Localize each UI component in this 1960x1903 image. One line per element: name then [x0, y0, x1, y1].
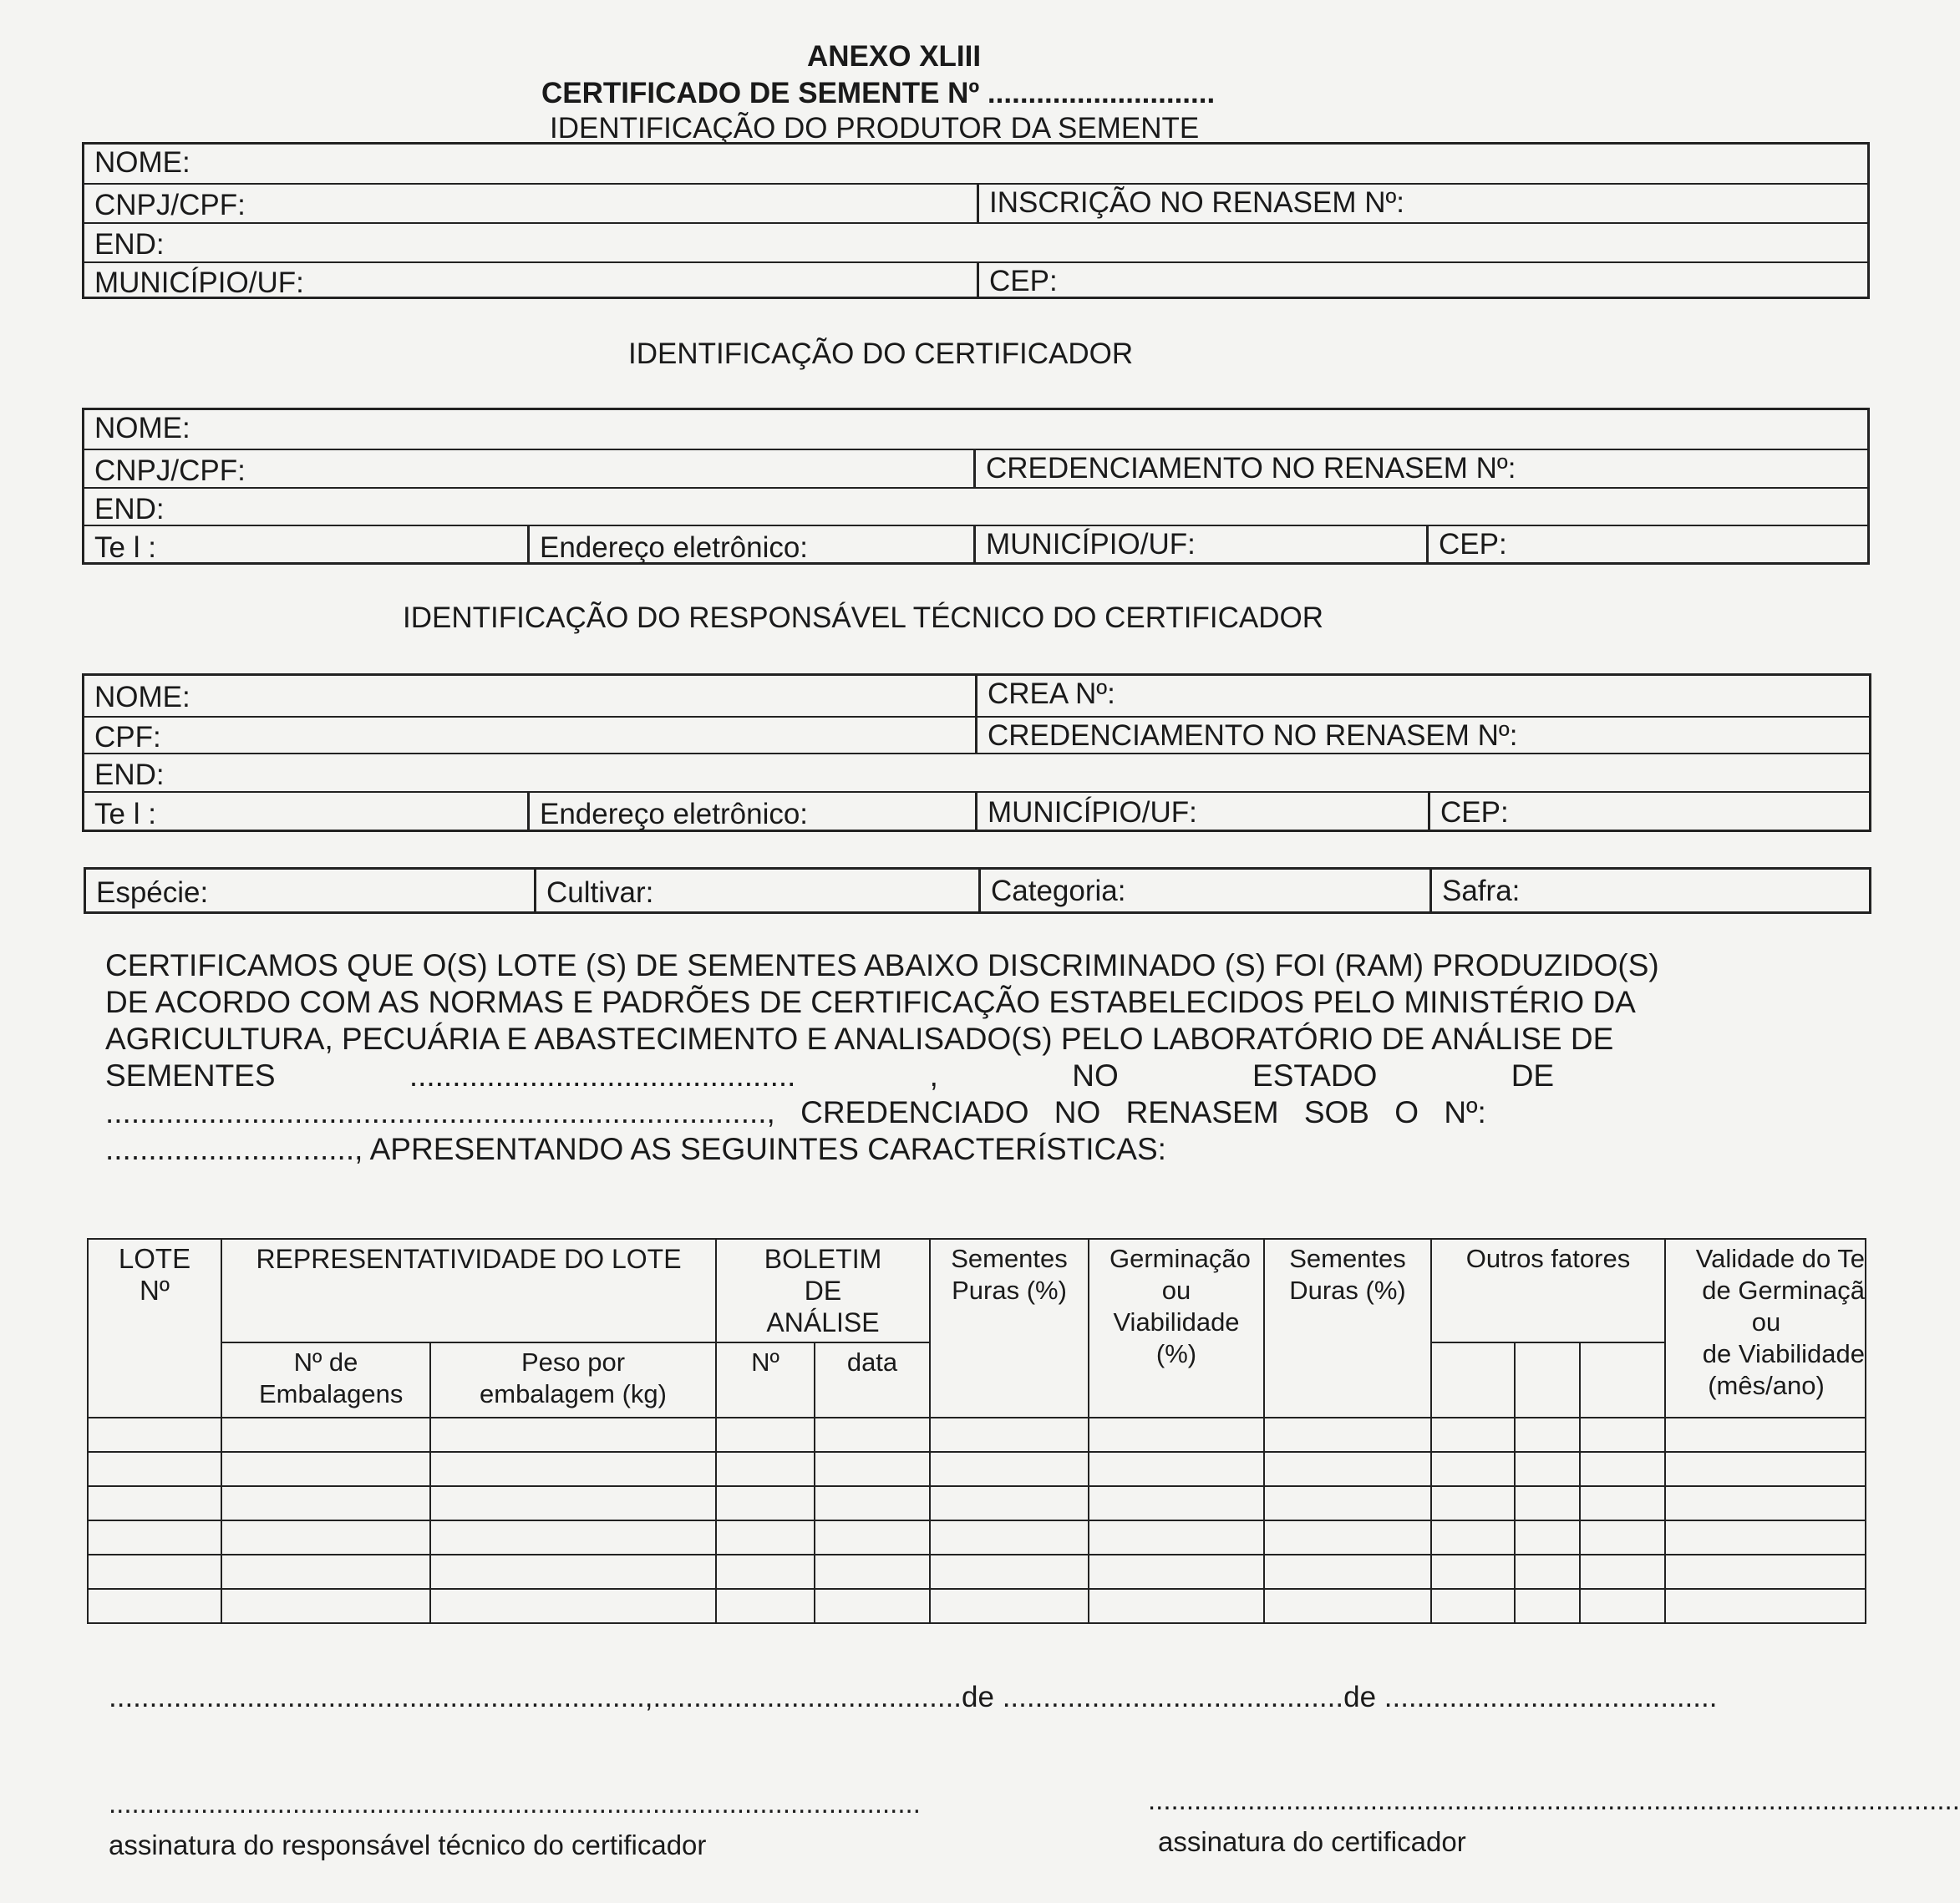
- certifier-address-label: END:: [94, 493, 165, 525]
- statement-line-3: AGRICULTURA, PECUÁRIA E ABASTECIMENTO E ANALISADO(S) PELO LABORATÓRIO DE ANÁLISE DE: [105, 1022, 1614, 1056]
- certifier-cep-label: CEP:: [1426, 526, 1867, 565]
- lot-info-box: [84, 867, 1871, 914]
- statement-line-2: DE ACORDO COM AS NORMAS E PADRÕES DE CERTIFICAÇÃO ESTABELECIDOS PELO MINISTÉRIO DA: [105, 985, 1636, 1019]
- certifier-box: [82, 408, 1870, 565]
- table-row: [88, 1452, 1866, 1486]
- statement-line-5: ............................................................................., CREDENCIADO NO RENASEM SOB O Nº:: [105, 1095, 1486, 1129]
- certifier-signature-dots: ..........................................................................................................: [1148, 1784, 1960, 1815]
- technician-section-title: IDENTIFICAÇÃO DO RESPONSÁVEL TÉCNICO DO CERTIFICADOR: [403, 601, 1324, 634]
- technician-signature-label: assinatura do responsável técnico do certificador: [109, 1829, 707, 1860]
- technician-city-label: MUNICÍPIO/UF:: [975, 793, 1428, 832]
- annex-title-text: ANEXO XLIII: [807, 40, 982, 73]
- bulletin-number-header: Nº: [716, 1342, 815, 1418]
- technician-email-label: Endereço eletrônico:: [527, 793, 975, 832]
- table-row: [88, 1555, 1866, 1589]
- validity-header: Validade do Te de Germinaçã ou de Viabilidade (mês/ano): [1665, 1239, 1866, 1418]
- other-factor-1: [1431, 1342, 1515, 1418]
- statement-line-4: SEMENTES ............................................. , NO ESTADO DE: [105, 1058, 1555, 1093]
- cultivar-label: Cultivar:: [534, 870, 978, 911]
- weight-per-package-header: Peso por embalagem (kg): [430, 1342, 716, 1418]
- germination-header: Germinação ou Viabilidade (%): [1089, 1239, 1264, 1418]
- producer-section-title: IDENTIFICAÇÃO DO PRODUTOR DA SEMENTE: [550, 112, 1200, 145]
- species-label: Espécie:: [96, 876, 209, 909]
- bulletin-date-header: data: [815, 1342, 930, 1418]
- certificate-number: CERTIFICADO DE SEMENTE Nº ............................: [541, 77, 1216, 109]
- harvest-label: Safra:: [1429, 870, 1869, 911]
- date-place-line: ..................................................................,......................................de ..........................................de .........................................: [109, 1681, 1718, 1713]
- technician-credential-label: CREDENCIAMENTO NO RENASEM Nº:: [975, 718, 1869, 753]
- lot-representativeness-header: REPRESENTATIVIDADE DO LOTE: [221, 1239, 716, 1342]
- technician-cep-label: CEP:: [1428, 793, 1869, 832]
- producer-city-label: MUNICÍPIO/UF:: [94, 266, 304, 299]
- certification-statement: [105, 947, 1709, 1168]
- statement-line-1: CERTIFICAMOS QUE O(S) LOTE (S) DE SEMENTES ABAIXO DISCRIMINADO (S) FOI (RAM) PRODUZIDO(S): [105, 948, 1659, 982]
- lot-characteristics-table: [87, 1238, 1866, 1624]
- table-row: [88, 1486, 1866, 1520]
- producer-cep-label: CEP:: [977, 263, 1867, 299]
- certifier-name-label: NOME:: [94, 412, 190, 444]
- technician-crea-label: CREA Nº:: [975, 676, 1869, 716]
- other-factor-2: [1515, 1342, 1580, 1418]
- hard-seeds-header: Sementes Duras (%): [1264, 1239, 1431, 1418]
- packages-count-header: Nº de Embalagens: [221, 1342, 430, 1418]
- certifier-email-label: Endereço eletrônico:: [527, 526, 973, 565]
- certifier-credential-label: CREDENCIAMENTO NO RENASEM Nº:: [973, 450, 1867, 487]
- technician-name-label: NOME:: [94, 681, 190, 713]
- category-label: Categoria:: [978, 870, 1429, 911]
- lot-number-header: LOTE Nº: [88, 1239, 221, 1418]
- technician-cpf-label: CPF:: [94, 721, 161, 754]
- certifier-cnpj-label: CNPJ/CPF:: [94, 454, 246, 487]
- statement-line-6: ............................., APRESENTANDO AS SEGUINTES CARACTERÍSTICAS:: [105, 1132, 1166, 1166]
- technician-phone-label: Te l :: [94, 798, 156, 830]
- producer-address-label: END:: [94, 228, 165, 261]
- certifier-signature-label: assinatura do certificador: [1158, 1826, 1466, 1857]
- pure-seeds-header: Sementes Puras (%): [930, 1239, 1089, 1418]
- producer-name-label: NOME:: [94, 146, 190, 179]
- certifier-phone-label: Te l :: [94, 531, 156, 564]
- other-factors-header: Outros fatores: [1431, 1239, 1665, 1342]
- technician-address-label: END:: [94, 759, 165, 791]
- certifier-section-title: IDENTIFICAÇÃO DO CERTIFICADOR: [628, 337, 1134, 370]
- producer-cnpj-label: CNPJ/CPF:: [94, 189, 246, 221]
- technician-box: [82, 673, 1871, 832]
- table-row: [88, 1589, 1866, 1623]
- analysis-bulletin-header: BOLETIM DE ANÁLISE: [716, 1239, 930, 1342]
- table-row: [88, 1418, 1866, 1452]
- other-factor-3: [1580, 1342, 1665, 1418]
- certifier-city-label: MUNICÍPIO/UF:: [973, 526, 1426, 565]
- table-row: [88, 1520, 1866, 1555]
- producer-renasem-label: INSCRIÇÃO NO RENASEM Nº:: [977, 185, 1867, 222]
- technician-signature-dots: ..........................................................................................................: [109, 1788, 921, 1819]
- producer-box: [82, 142, 1870, 299]
